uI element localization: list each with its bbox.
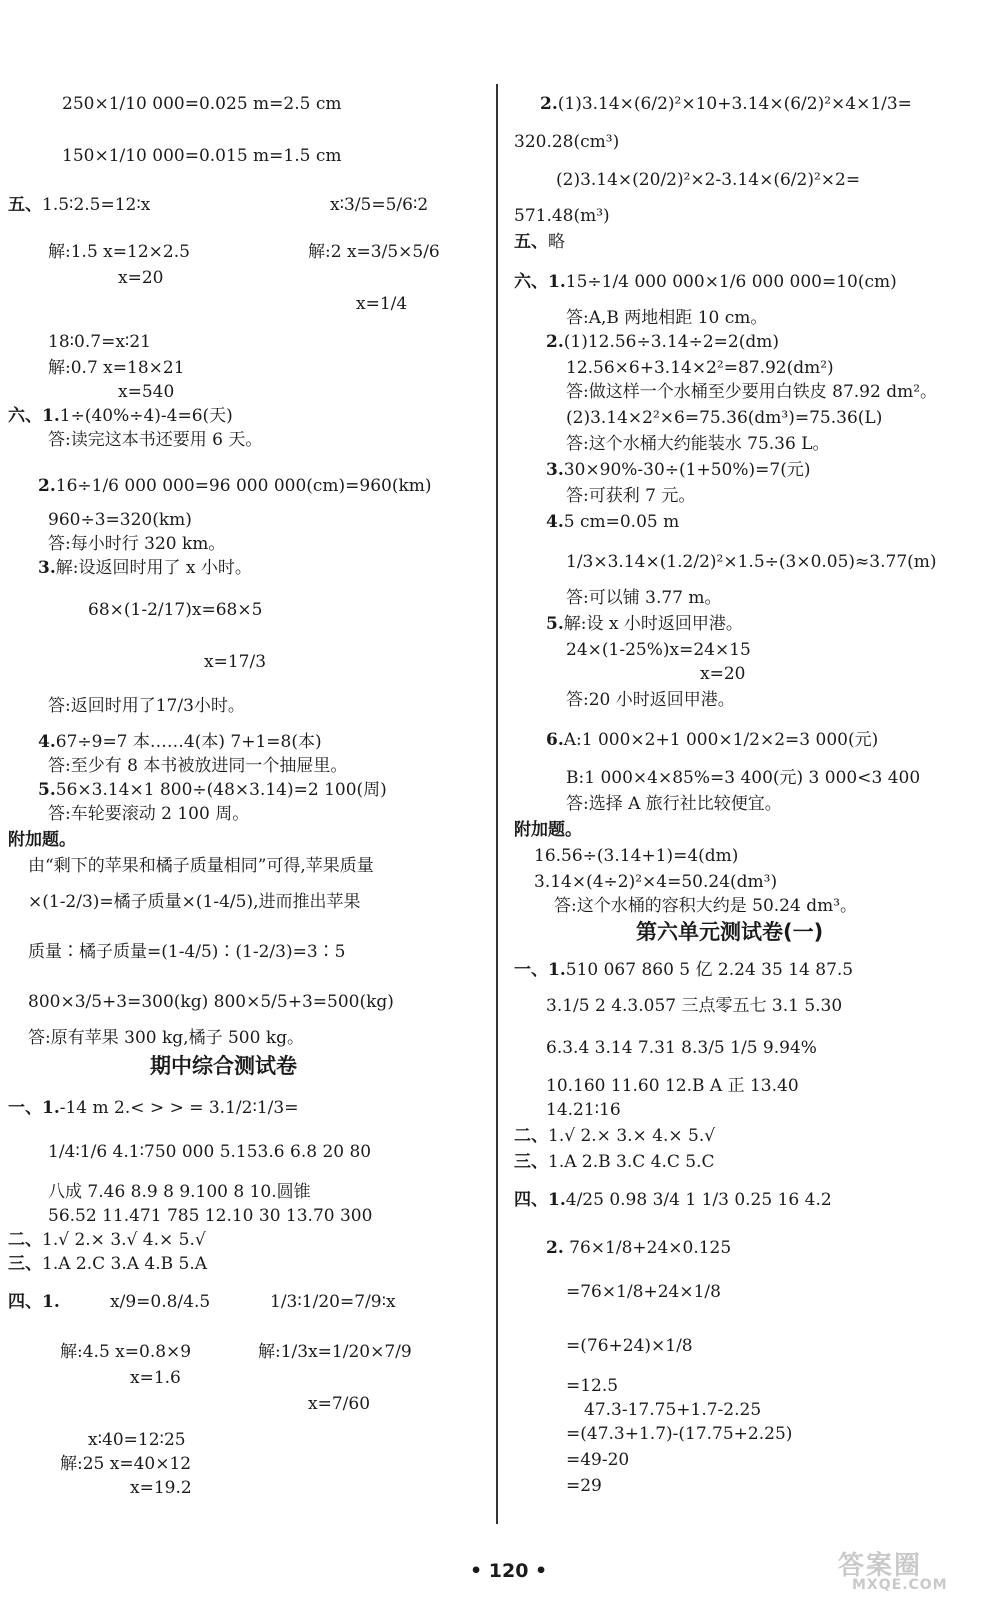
item-text: 1.A 2.B 3.C 4.C 5.C [548, 1152, 715, 1172]
item-text: 1÷(40%÷4)-4=6(天) [59, 406, 233, 426]
answer-line: =12.5 [566, 1376, 619, 1396]
item-text: 30×90%-30÷(1+50%)=7(元) [563, 460, 811, 480]
answer-line: 6.3.4 3.14 7.31 8.3/5 1/5 9.94% [546, 1038, 817, 1058]
item-number: 4. [38, 732, 56, 752]
answer-line: 质量∶橘子质量=(1-4/5)∶(1-2/3)=3∶5 [28, 942, 346, 962]
item-text: 1.√ 2.× 3.√ 4.× 5.√ [42, 1230, 206, 1250]
answer-line: 答:原有苹果 300 kg,橘子 500 kg。 [28, 1028, 305, 1048]
answer-line: 答:可以铺 3.77 m。 [566, 588, 722, 608]
answer-line [38, 778, 387, 802]
answer-line [38, 556, 252, 580]
item-text: 4/25 0.98 3/4 1 1/3 0.25 16 4.2 [565, 1190, 832, 1210]
answer-line: 答:这个水桶大约能装水 75.36 L。 [566, 434, 830, 454]
answer-line: 3.14×(4÷2)²×4=50.24(dm³) [534, 872, 778, 892]
watermark-text: 答案圈 [838, 1551, 923, 1581]
item-text: 1.A 2.C 3.A 4.B 5.A [42, 1254, 208, 1274]
item-number: 附加题。 [514, 820, 582, 840]
item-number: 六、1. [514, 272, 566, 292]
answer-line: =(47.3+1.7)-(17.75+2.25) [566, 1424, 793, 1444]
item-text: 67÷9=7 本……4(本) 7+1=8(本) [55, 732, 322, 752]
item-text: 16÷1/6 000 000=96 000 000(cm)=960(km) [55, 476, 432, 496]
item-text: A:1 000×2+1 000×1/2×2=3 000(元) [563, 730, 879, 750]
section-title: 第六单元测试卷(一) [636, 920, 824, 944]
answer-line: 150×1/10 000=0.015 m=1.5 cm [62, 146, 342, 166]
item-number: 4. [546, 512, 564, 532]
answer-line [514, 1150, 715, 1174]
item-number: 2. [546, 332, 564, 352]
answer-line: (2)3.14×(20/2)²×2-3.14×(6/2)²×2= [556, 170, 861, 190]
item-text: 510 067 860 5 亿 2.24 35 14 87.5 [565, 960, 854, 980]
answer-line: x=17/3 [204, 652, 267, 672]
answer-line: 答:A,B 两地相距 10 cm。 [566, 308, 768, 328]
item-number: 一、1. [514, 960, 566, 980]
item-number: 四、1. [8, 1292, 60, 1312]
answer-line: 320.28(cm³) [514, 132, 620, 152]
item-number: 2. [546, 1238, 564, 1258]
answer-line: 960÷3=320(km) [48, 510, 192, 530]
item-number: 五、 [8, 195, 42, 215]
item-text: 56×3.14×1 800÷(48×3.14)=2 100(周) [55, 780, 387, 800]
section-title: 期中综合测试卷 [150, 1054, 297, 1078]
answer-line [8, 1096, 298, 1120]
answer-line: 18∶0.7=x∶21 [48, 332, 151, 352]
answer-line: 24×(1-25%)x=24×15 [566, 640, 751, 660]
item-text: 略 [548, 232, 565, 252]
item-text: 解:设 x 小时返回甲港。 [563, 614, 743, 634]
item-number: 5. [546, 614, 564, 634]
answer-line: 答:每小时行 320 km。 [48, 534, 226, 554]
column-divider [496, 84, 498, 1524]
answer-line: 16.56÷(3.14+1)=4(dm) [534, 846, 739, 866]
answer-line [546, 458, 810, 482]
answer-line: 答:读完这本书还要用 6 天。 [48, 430, 263, 450]
item-text: (1)12.56÷3.14÷2=2(dm) [563, 332, 779, 352]
answer-line: 14.21∶16 [546, 1100, 621, 1120]
answer-line: 由“剩下的苹果和橘子质量相同”可得,苹果质量 [28, 856, 374, 876]
answer-line: 答:至少有 8 本书被放进同一个抽屉里。 [48, 756, 348, 776]
item-text: 1.5∶2.5=12∶x [42, 195, 151, 215]
answer-line [8, 828, 76, 852]
answer-line [8, 1252, 207, 1276]
answer-line: x=1/4 [356, 294, 408, 314]
item-number: 一、1. [8, 1098, 60, 1118]
item-text: (1)3.14×(6/2)²×10+3.14×(6/2)²×4×1/3= [557, 94, 912, 114]
answer-line: 答:做这样一个水桶至少要用白铁皮 87.92 dm²。 [566, 382, 938, 402]
answer-line: =29 [566, 1476, 602, 1496]
item-number: 3. [546, 460, 564, 480]
answer-line: 答:这个水桶的容积大约是 50.24 dm³。 [554, 896, 858, 916]
item-number: 三、 [8, 1254, 42, 1274]
item-number: 六、1. [8, 406, 60, 426]
answer-line: x=20 [700, 664, 746, 684]
answer-line: x=1.6 [130, 1368, 181, 1388]
item-number: 二、 [514, 1126, 548, 1146]
watermark-url: MXQE.COM [852, 1577, 948, 1593]
answer-line [514, 1188, 832, 1212]
answer-line: 解:4.5 x=0.8×9 [60, 1342, 192, 1362]
answer-line: 68×(1-2/17)x=68×5 [88, 600, 263, 620]
answer-line [514, 230, 565, 254]
answer-line [514, 1124, 715, 1148]
answer-line: x=20 [118, 268, 164, 288]
answer-line: =76×1/8+24×1/8 [566, 1282, 721, 1302]
answer-line: 12.56×6+3.14×2²=87.92(dm²) [566, 358, 834, 378]
answer-line: 解:2 x=3/5×5/6 [308, 242, 440, 262]
answer-line [546, 510, 679, 534]
answer-line: 答:20 小时返回甲港。 [566, 690, 735, 710]
answer-line: 答:可获利 7 元。 [566, 486, 696, 506]
answer-line: 1/3×3.14×(1.2/2)²×1.5÷(3×0.05)≈3.77(m) [566, 552, 937, 572]
answer-line [8, 1290, 60, 1314]
answer-line: 800×3/5+3=300(kg) 800×5/5+3=500(kg) [28, 992, 394, 1012]
item-number: 三、 [514, 1152, 548, 1172]
item-number: 6. [546, 730, 564, 750]
item-number: 2. [38, 476, 56, 496]
item-text: 解:设返回时用了 x 小时。 [55, 558, 252, 578]
answer-line: (2)3.14×2²×6=75.36(dm³)=75.36(L) [566, 408, 883, 428]
answer-line: 解:25 x=40×12 [60, 1454, 192, 1474]
answer-line: =(76+24)×1/8 [566, 1336, 693, 1356]
item-number: 附加题。 [8, 830, 76, 850]
item-text: 76×1/8+24×0.125 [563, 1238, 732, 1258]
answer-line: ×(1-2/3)=橘子质量×(1-4/5),进而推出苹果 [28, 892, 361, 912]
answer-line: 571.48(m³) [514, 206, 610, 226]
answer-line [38, 474, 432, 498]
item-number: 二、 [8, 1230, 42, 1250]
answer-line: x∶40=12∶25 [88, 1430, 186, 1450]
answer-line: 1/4∶1/6 4.1∶750 000 5.153.6 6.8 20 80 [48, 1142, 372, 1162]
answer-line: x=540 [118, 382, 175, 402]
answer-line [8, 404, 233, 428]
answer-line [546, 728, 878, 752]
answer-line: 56.52 11.471 785 12.10 30 13.70 300 [48, 1206, 373, 1226]
answer-line: 解:1/3x=1/20×7/9 [258, 1342, 412, 1362]
item-number: 3. [38, 558, 56, 578]
answer-line: 答:车轮要滚动 2 100 周。 [48, 804, 250, 824]
answer-line: B:1 000×4×85%=3 400(元) 3 000<3 400 [566, 768, 921, 788]
item-text: 15÷1/4 000 000×1/6 000 000=10(cm) [565, 272, 897, 292]
answer-line: 250×1/10 000=0.025 m=2.5 cm [62, 94, 342, 114]
answer-line: 八成 7.46 8.9 8 9.100 8 10.圆锥 [48, 1182, 311, 1202]
answer-line [38, 730, 322, 754]
item-text: -14 m 2.< > > = 3.1/2∶1/3= [59, 1098, 299, 1118]
watermark-logo [838, 1545, 988, 1593]
answer-line [546, 612, 743, 636]
answer-line: 解:1.5 x=12×2.5 [48, 242, 190, 262]
answer-line [8, 193, 150, 217]
answer-line: 答:选择 A 旅行社比较便宜。 [566, 794, 782, 814]
answer-line: 解:0.7 x=18×21 [48, 358, 185, 378]
answer-line [514, 958, 853, 982]
answer-line: x/9=0.8/4.5 [110, 1292, 211, 1312]
answer-line [514, 818, 582, 842]
answer-line: x∶3/5=5/6∶2 [330, 195, 429, 215]
answer-line: x=19.2 [130, 1478, 192, 1498]
answer-line: 47.3-17.75+1.7-2.25 [584, 1400, 762, 1420]
answer-line: x=7/60 [308, 1394, 371, 1414]
item-number: 5. [38, 780, 56, 800]
answer-line: 10.160 11.60 12.B A 正 13.40 [546, 1076, 799, 1096]
item-number: 2. [540, 94, 558, 114]
item-number: 四、1. [514, 1190, 566, 1210]
answer-line: =49-20 [566, 1450, 630, 1470]
item-number: 五、 [514, 232, 548, 252]
answer-line: 3.1/5 2 4.3.057 三点零五七 3.1 5.30 [546, 996, 843, 1016]
answer-line [540, 92, 912, 116]
answer-line [546, 1236, 731, 1260]
page-number: • 120 • [470, 1560, 548, 1582]
answer-line: 答:返回时用了17/3小时。 [48, 696, 245, 716]
answer-line [8, 1228, 206, 1252]
answer-line: 1/3∶1/20=7/9∶x [270, 1292, 396, 1312]
answer-line [546, 330, 779, 354]
answer-line [514, 270, 897, 294]
item-text: 5 cm=0.05 m [563, 512, 680, 532]
item-text: 1.√ 2.× 3.× 4.× 5.√ [548, 1126, 716, 1146]
